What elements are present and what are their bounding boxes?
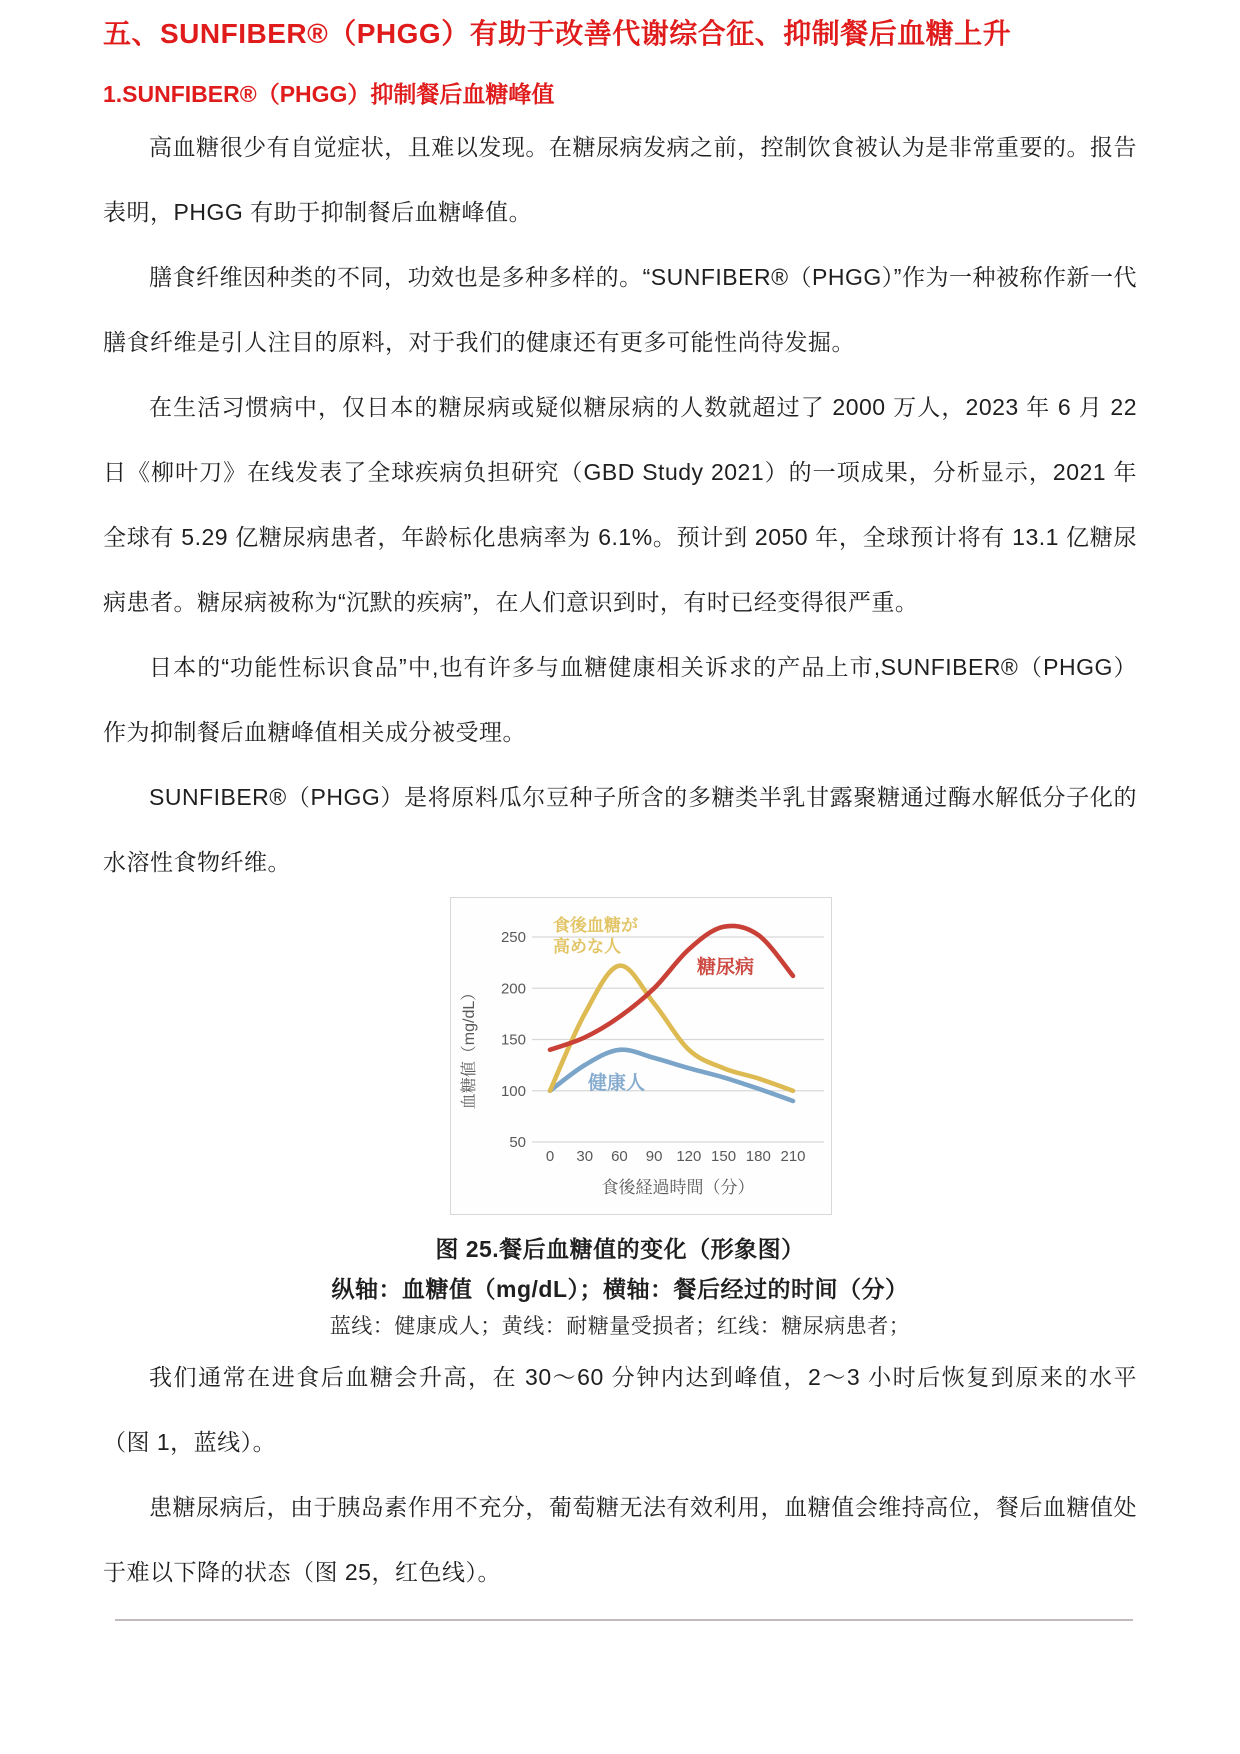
y-tick-label: 150	[500, 1031, 526, 1049]
figure-caption-legend: 蓝线：健康成人；黄线：耐糖量受损者；红线：糖尿病患者；	[329, 1315, 911, 1338]
bottom-divider	[115, 1619, 1133, 1621]
paragraph-sunfiber-definition: SUNFIBER®（PHGG）是将原料瓜尔豆种子所含的多糖类半乳甘露聚糖通过酶水解低分子化的水溶性食物纤维。	[103, 784, 1137, 875]
document-content	[0, 16, 1240, 1621]
x-axis-title: 食後経過時間（分）	[601, 1178, 755, 1197]
x-tick-label: 30	[576, 1148, 594, 1165]
y-tick-label: 200	[500, 980, 526, 998]
y-tick-label: 250	[500, 929, 526, 946]
paragraph-diabetes-glucose-curve: 患糖尿病后，由于胰岛素作用不充分，葡萄糖无法有效利用，血糖值会维持高位，餐后血糖值处于难以下降的状态（图 25，红色线）。	[103, 1494, 1137, 1585]
x-tick-label: 210	[780, 1148, 806, 1165]
y-axis-title: 血糖値（mg/dL）	[461, 984, 478, 1110]
paragraph-dietary-fiber: 膳食纤维因种类的不同，功效也是多种多样的。“SUNFIBER®（PHGG）”作为一种被称作新一代膳食纤维是引人注目的原料，对于我们的健康还有更多可能性尚待发掘。	[103, 264, 1137, 355]
series-inline-label-2: 健康人	[588, 1073, 646, 1094]
x-tick-label: 60	[611, 1148, 628, 1165]
x-tick-label: 0	[545, 1148, 555, 1165]
paragraph-hyperglycemia-intro: 高血糖很少有自觉症状，且难以发现。在糖尿病发病之前，控制饮食被认为是非常重要的。报告表明，PHGG 有助于抑制餐后血糖峰值。	[103, 134, 1137, 225]
figure-caption-title: 图 25.餐后血糖值的变化（形象图）	[435, 1236, 805, 1262]
y-tick-label: 100	[500, 1082, 526, 1100]
x-tick-label: 90	[645, 1148, 663, 1165]
series-inline-label-1: 糖尿病	[697, 957, 755, 978]
x-tick-label: 180	[745, 1148, 771, 1165]
figure-25	[450, 897, 832, 1215]
paragraph-gbd-study: 在生活习惯病中，仅日本的糖尿病或疑似糖尿病的人数就超过了 2000 万人，2023 年 6 月 22 日《柳叶刀》在线发表了全球疾病负担研究（GBD Study 2021）的一项成果，分析显示，2021 年全球有 5.29 亿糖尿病患者，年龄标化患病率为 6.1%。预计到 2050 年，全球预计将有 13.1 亿糖尿病患者。糖尿病被称为“沉默的疾病”，在人们意识到时，有时已经变得很严重。	[103, 394, 1137, 615]
section-heading: 五、SUNFIBER®（PHGG）有助于改善代谢综合征、抑制餐后血糖上升	[103, 18, 1012, 49]
subsection-heading: 1.SUNFIBER®（PHGG）抑制餐后血糖峰值	[103, 81, 555, 107]
y-tick-label: 50	[509, 1134, 526, 1151]
series-inline-label-0: 高めな人	[553, 937, 621, 956]
paragraph-normal-glucose-curve: 我们通常在进食后血糖会升高，在 30～60 分钟内达到峰值，2～3 小时后恢复到原来的水平（图 1，蓝线）。	[103, 1364, 1137, 1455]
series-inline-label-0: 食後血糖が	[553, 916, 638, 935]
x-tick-label: 120	[676, 1148, 702, 1165]
blood-glucose-chart	[450, 897, 832, 1215]
x-tick-label: 150	[711, 1148, 737, 1165]
figure-caption-axes: 纵轴：血糖值（mg/dL）；横轴：餐后经过的时间（分）	[331, 1276, 909, 1302]
paragraph-foshu-products: 日本的“功能性标识食品”中,也有许多与血糖健康相关诉求的产品上市,SUNFIBER®（PHGG）作为抑制餐后血糖峰值相关成分被受理。	[103, 654, 1137, 745]
